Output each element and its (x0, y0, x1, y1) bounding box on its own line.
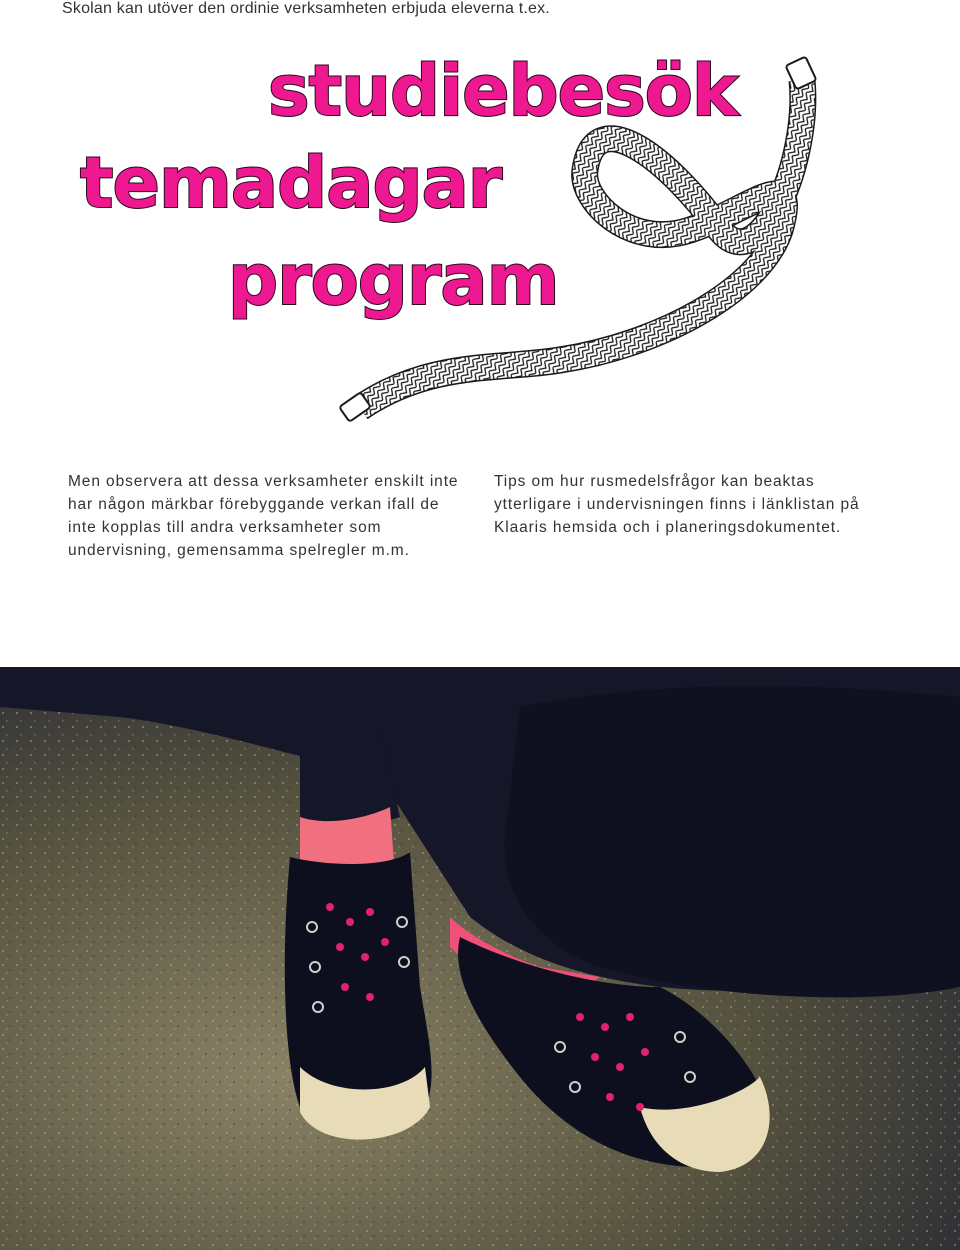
sneakers-photo (0, 667, 960, 1250)
body-text-left: Men observera att dessa verksamheter enskilt inte har någon märkbar förebyggande verkan ifall de inte kopplas till andra verksamheter som undervisning, gemensamma spelregler m.m. (68, 473, 459, 559)
shoelace-icon (330, 40, 850, 440)
intro-text: Skolan kan utöver den ordinie verksamheten erbjuda eleverna t.ex. (62, 0, 550, 17)
body-text-right: Tips om hur rusmedelsfrågor kan beaktas ytterligare i undervisningen finns i länklistan på Klaaris hemsida och i planeringsdokumentet. (494, 473, 860, 536)
headline-program: program (228, 239, 559, 321)
headline-studiebesok: studiebesök (268, 50, 738, 132)
headline-temadagar: temadagar (80, 142, 502, 224)
